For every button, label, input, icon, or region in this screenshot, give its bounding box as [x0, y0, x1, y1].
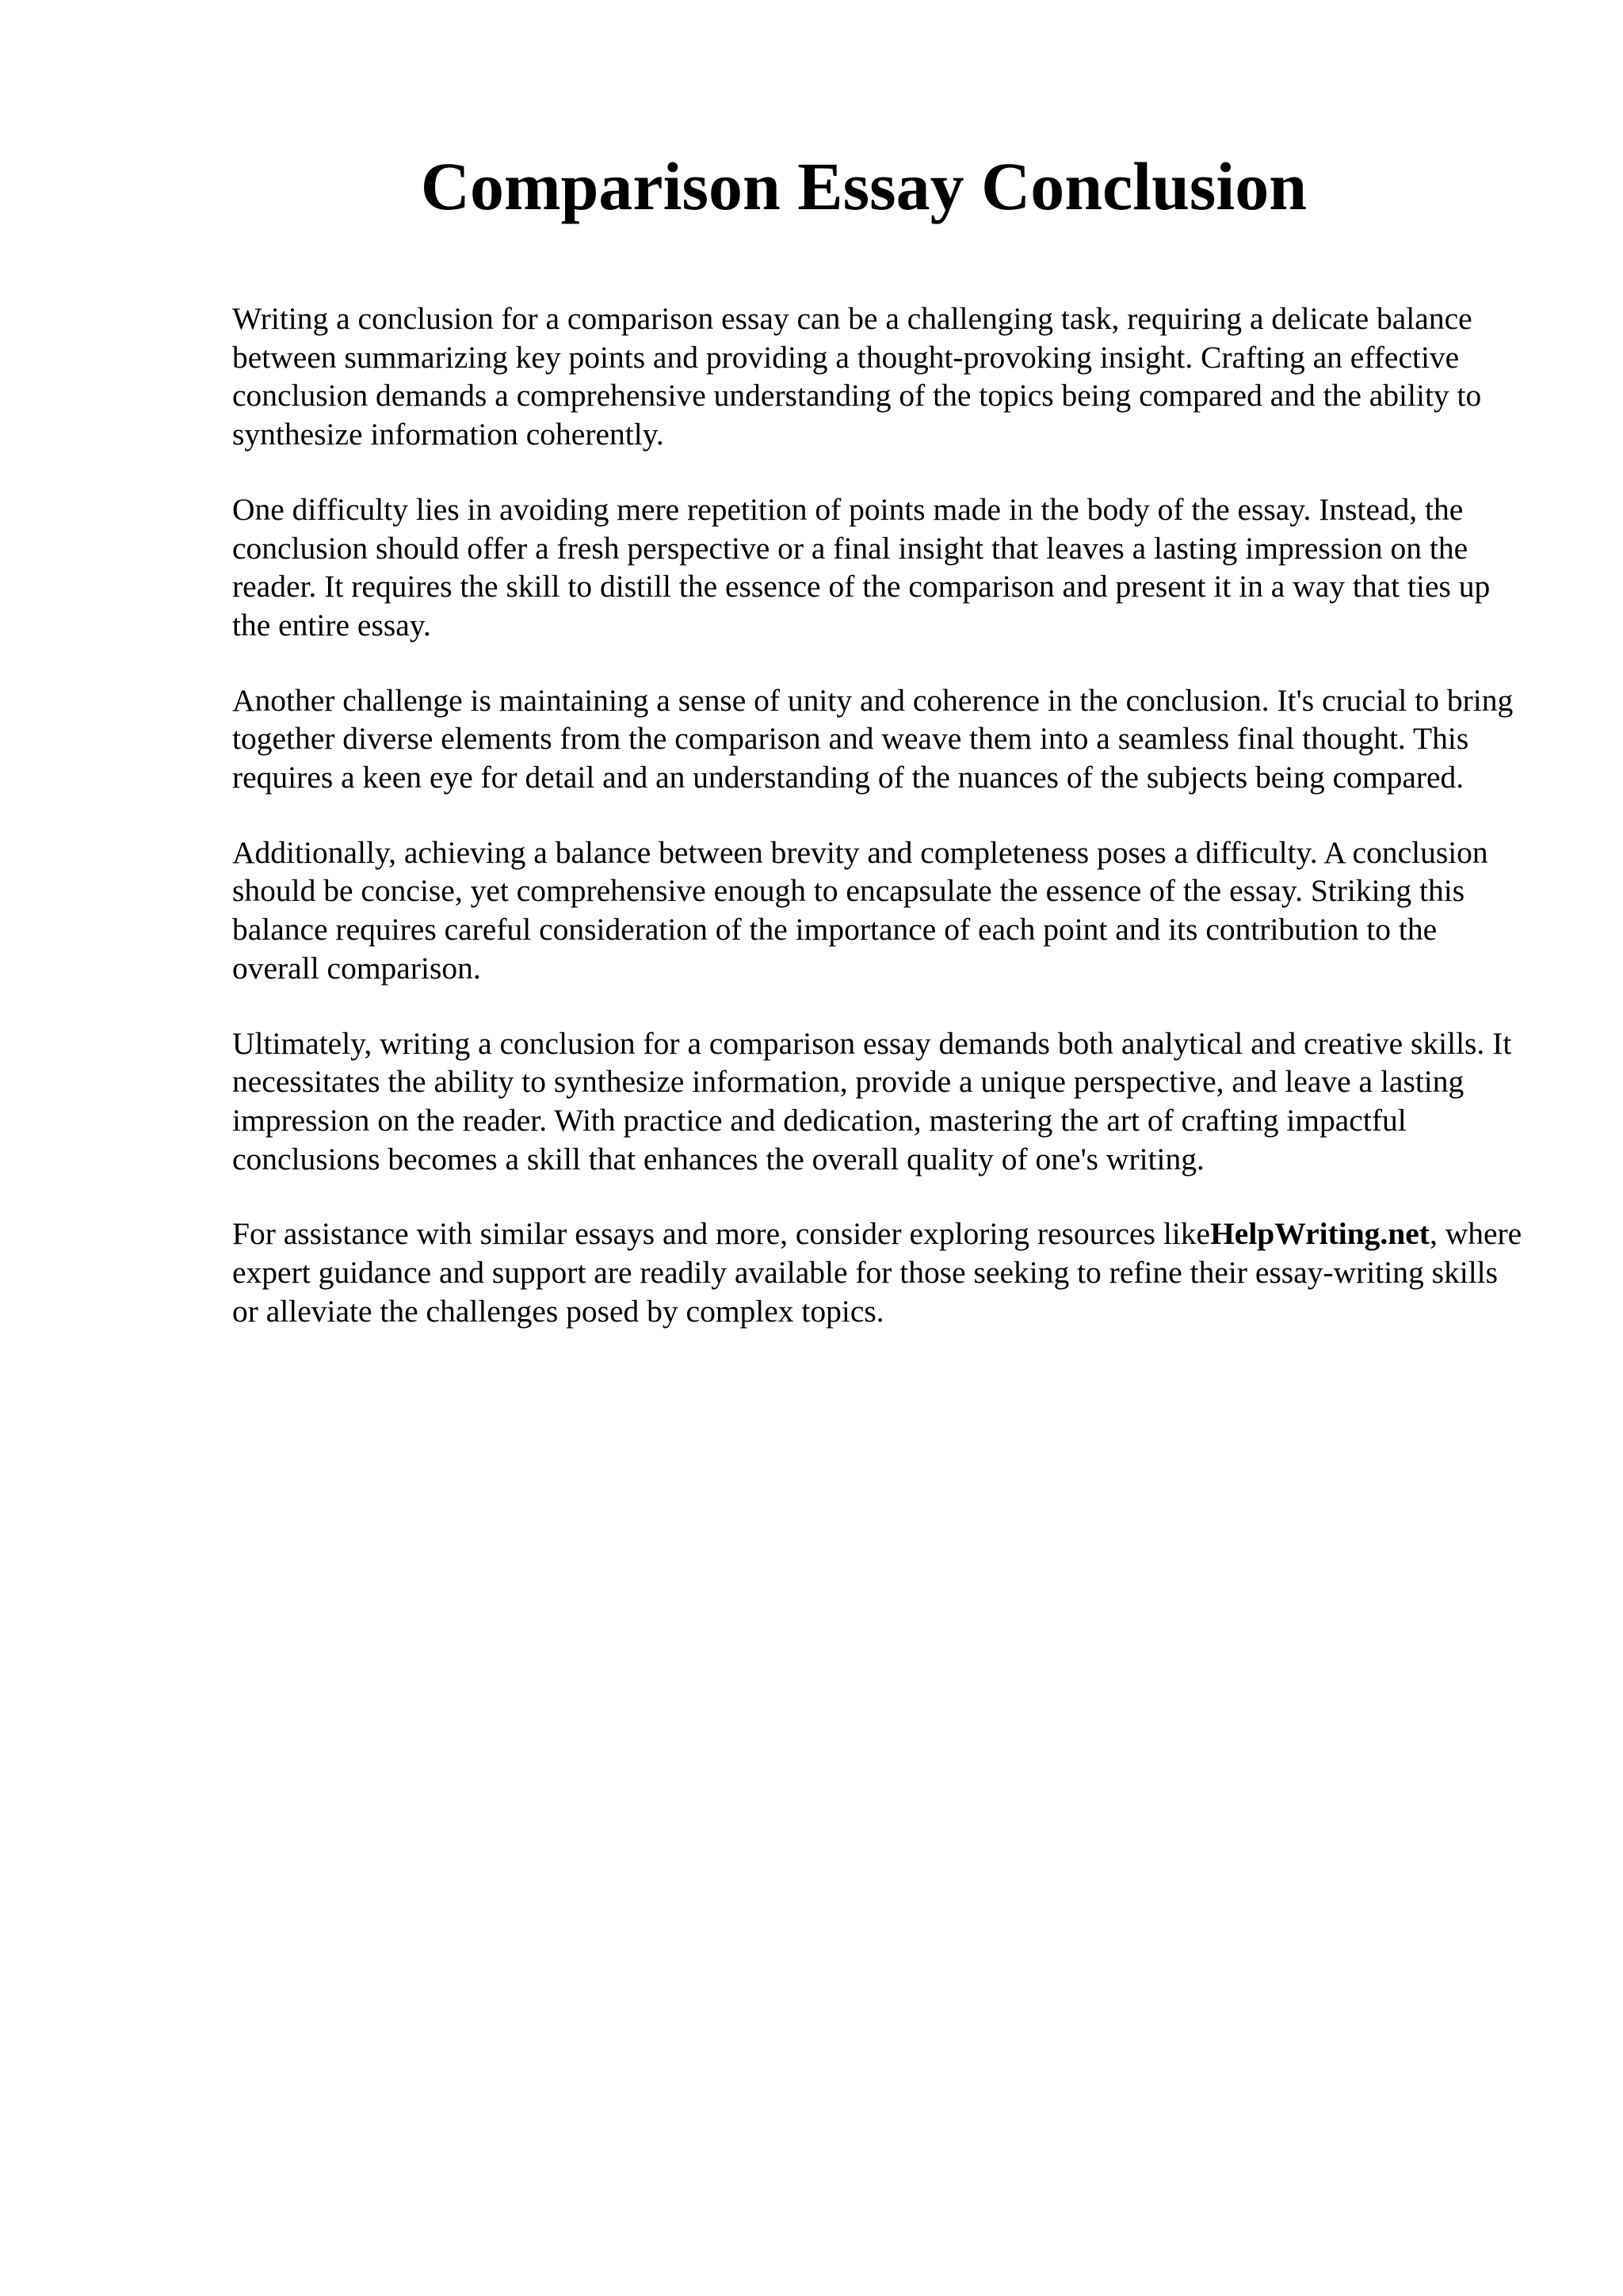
paragraph-5: Ultimately, writing a conclusion for a comparison essay demands both analytical and creative skills. It necessitates the ability to synthesize information, provide a unique perspective, and leave a lasting impression on the reader. With practice and dedication, mastering the art of crafting impactful conclusions becomes a skill that enhances the overall quality of one's writing. — [232, 1025, 1512, 1177]
paragraph-2: One difficulty lies in avoiding mere repetition of points made in the body of the essay. Instead, the conclusion should offer a fresh perspective or a final insight that leaves a lasting impression on the reader. It requires the skill to distill the essence of the comparison and present it in a way that ties up the entire essay. — [232, 491, 1491, 643]
paragraph-4: Additionally, achieving a balance between brevity and completeness poses a difficulty. A conclusion should be concise, yet comprehensive enough to encapsulate the essence of the essay. Striking this balance requires careful consideration of the importance of each point and its contribution to the overall comparison. — [232, 834, 1488, 986]
paragraph-3: Another challenge is maintaining a sense of unity and coherence in the conclusion. It's crucial to bring together diverse elements from the comparison and weave them into a seamless final thought. This requires a keen eye for detail and an understanding of the nuances of the subjects being compared. — [232, 682, 1514, 795]
helpwriting-link[interactable]: HelpWriting.net — [1210, 1216, 1430, 1252]
paragraph-1: Writing a conclusion for a comparison essay can be a challenging task, requiring a delicate balance between summarizing key points and providing a thought-provoking insight. Crafting an effective conclusion demands a comprehensive understanding of the topics being compared and the ability to synthesize information coherently. — [232, 301, 1482, 452]
essay-body — [232, 299, 1524, 1367]
paragraph-6-lead-text: For assistance with similar essays and more, consider exploring resources like — [232, 1216, 1211, 1252]
paragraph-6 — [232, 1215, 1524, 1330]
paragraph-6-trailing-text: , where expert guidance and support are readily available for those seeking to refine their essay-writing skills or alleviate the challenges posed by complex topics. — [232, 1216, 1522, 1329]
page-title: Comparison Essay Conclusion — [420, 148, 1308, 224]
